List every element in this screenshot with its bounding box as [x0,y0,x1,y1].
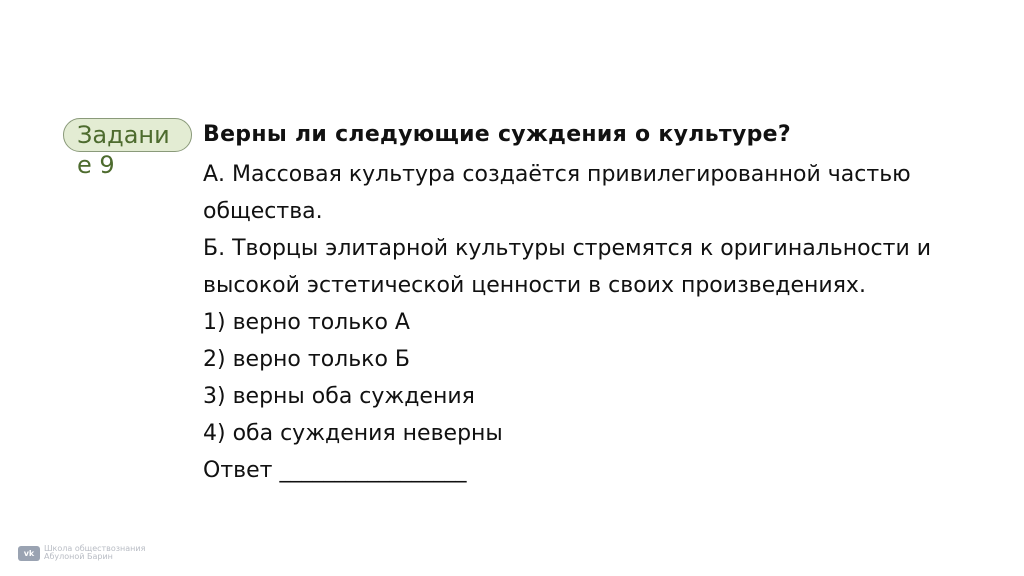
footer-line-2: Абулоной Барин [44,552,113,561]
question-title: Верны ли следующие суждения о культуре? [203,122,791,147]
footer-text [44,545,145,561]
footer-watermark [18,545,145,561]
answer-field: Ответ _________________ [203,458,467,483]
task-body [203,156,993,489]
answer-option-2: 2) верно только Б [203,347,411,372]
answer-option-3: 3) верны оба суждения [203,384,475,409]
statement-a-line-1: А. Массовая культура создаётся привилегированной частью [203,162,911,187]
task-number-label: Задание 9 [77,121,170,179]
statement-b-line-2: высокой эстетической ценности в своих произведениях. [203,273,866,298]
answer-option-1: 1) верно только А [203,310,410,335]
answer-option-4: 4) оба суждения неверны [203,421,503,446]
statement-b-line-1: Б. Творцы элитарной культуры стремятся к оригинальности и [203,236,932,261]
task-content [203,120,993,489]
footer-line-1: Школа обществознания [44,544,146,553]
statement-a-line-2: общества. [203,199,323,224]
vk-icon: vk [18,546,40,561]
